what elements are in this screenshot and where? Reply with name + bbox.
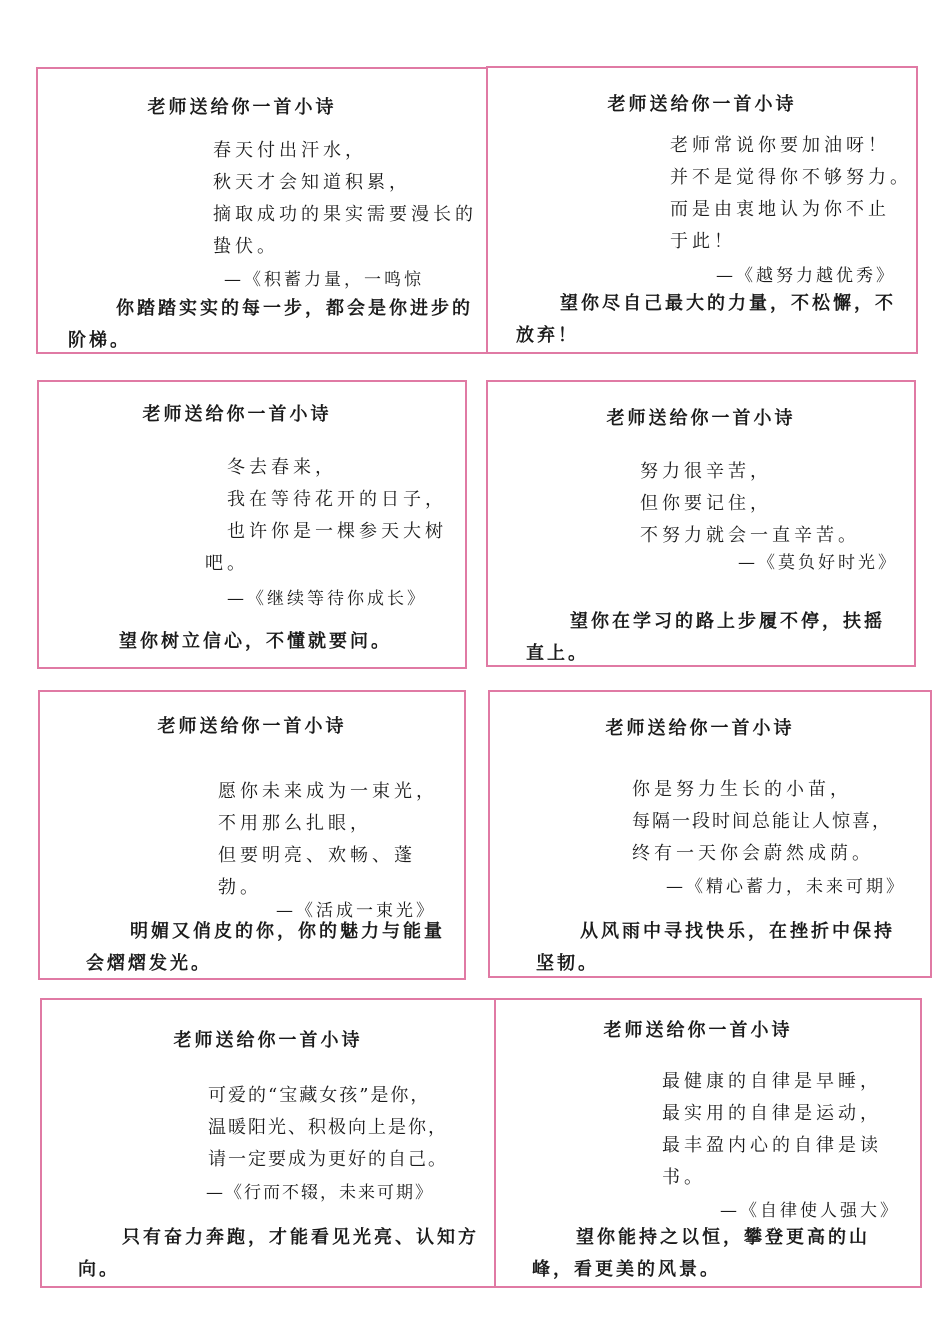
poem-lines (213, 135, 485, 263)
teacher-message: 从风雨中寻找快乐，在挫折中保持坚韧。 (536, 921, 895, 974)
poem-line: 也许你是一棵参天大树吧。 (205, 521, 447, 574)
poem-line: 终有一天你会蔚然成荫。 (632, 843, 874, 864)
poem-line: 并不是觉得你不够努力。 (670, 167, 912, 188)
teacher-message: 望你在学习的路上步履不停，扶摇直上。 (526, 611, 885, 664)
poem-source: —《越努力越优秀》 (716, 266, 896, 286)
poem-line: 不用那么扎眼， (218, 813, 372, 834)
teacher-message: 你踏踏实实的每一步，都会是你进步的阶梯。 (68, 298, 473, 351)
poem-line: 春天付出汗水， (213, 140, 367, 161)
poem-lines (218, 776, 458, 904)
poem-lines (632, 774, 928, 870)
poem-line: 温暖阳光、积极向上是你， (208, 1117, 448, 1138)
poem-lines (208, 1080, 494, 1176)
poem-source: —《继续等待你成长》 (227, 589, 427, 609)
teacher-message: 望你树立信心，不懂就要问。 (119, 631, 392, 652)
poem-source: —《积蓄力量，一鸣惊 (224, 270, 424, 290)
teacher-message: 望你能持之以恒，攀登更高的山峰，看更美的风景。 (532, 1227, 870, 1280)
card-title: 老师送给你一首小诗 (605, 718, 795, 739)
card-title: 老师送给你一首小诗 (606, 408, 796, 429)
card-title: 老师送给你一首小诗 (603, 1020, 793, 1041)
card-title: 老师送给你一首小诗 (142, 404, 332, 425)
poem-source: —《精心蓄力，未来可期》 (666, 877, 906, 897)
poem-line: 可爱的“宝藏女孩”是你， (208, 1085, 431, 1106)
poem-source: —《自律使人强大》 (720, 1201, 900, 1221)
poem-line: 最丰盈内心的自律是读书。 (662, 1135, 882, 1188)
poem-card-1 (36, 67, 488, 354)
poem-line: 但要明亮、欢畅、蓬勃。 (218, 845, 416, 898)
poem-source: —《活成一束光》 (276, 901, 436, 921)
poem-card-4 (486, 380, 916, 667)
poem-line: 每隔一段时间总能让人惊喜， (632, 811, 892, 832)
poem-line: 冬去春来， (227, 457, 337, 478)
poem-line: 但你要记住， (640, 493, 772, 514)
poem-source: —《莫负好时光》 (738, 553, 898, 573)
poem-lines (670, 130, 910, 258)
poem-line: 摘取成功的果实需要漫长的蛰伏。 (213, 204, 477, 257)
teacher-message: 望你尽自己最大的力量，不松懈，不放弃！ (516, 293, 896, 346)
poem-card-2 (486, 66, 918, 354)
poem-line: 愿你未来成为一束光， (218, 781, 438, 802)
poem-line: 我在等待花开的日子， (227, 489, 447, 510)
poem-lines (640, 456, 900, 552)
poem-line: 秋天才会知道积累， (213, 172, 411, 193)
poem-line: 不努力就会一直辛苦。 (640, 525, 860, 546)
poem-card-8 (494, 998, 922, 1288)
poem-card-7 (40, 998, 496, 1288)
card-title: 老师送给你一首小诗 (157, 716, 347, 737)
card-title: 老师送给你一首小诗 (147, 97, 337, 118)
poem-line: 最健康的自律是早睡， (662, 1071, 882, 1092)
teacher-message: 只有奋力奔跑，才能看见光亮、认知方向。 (78, 1227, 479, 1280)
poem-lines (662, 1066, 916, 1194)
teacher-message: 明媚又俏皮的你，你的魅力与能量会熠熠发光。 (86, 921, 445, 974)
poem-line: 最实用的自律是运动， (662, 1103, 882, 1124)
poem-line: 请一定要成为更好的自己。 (208, 1149, 448, 1170)
card-title: 老师送给你一首小诗 (173, 1030, 363, 1051)
poem-card-3 (37, 380, 467, 669)
poem-card-5 (38, 690, 466, 980)
poem-line: 努力很辛苦， (640, 461, 772, 482)
poem-source: —《行而不辍，未来可期》 (206, 1183, 434, 1203)
poem-lines (205, 452, 467, 580)
poem-card-6 (488, 690, 932, 978)
poem-line: 而是由衷地认为你不止于此！ (670, 199, 890, 252)
poem-line: 老师常说你要加油呀！ (670, 135, 890, 156)
poem-line: 你是努力生长的小苗， (632, 779, 852, 800)
card-title: 老师送给你一首小诗 (607, 94, 797, 115)
